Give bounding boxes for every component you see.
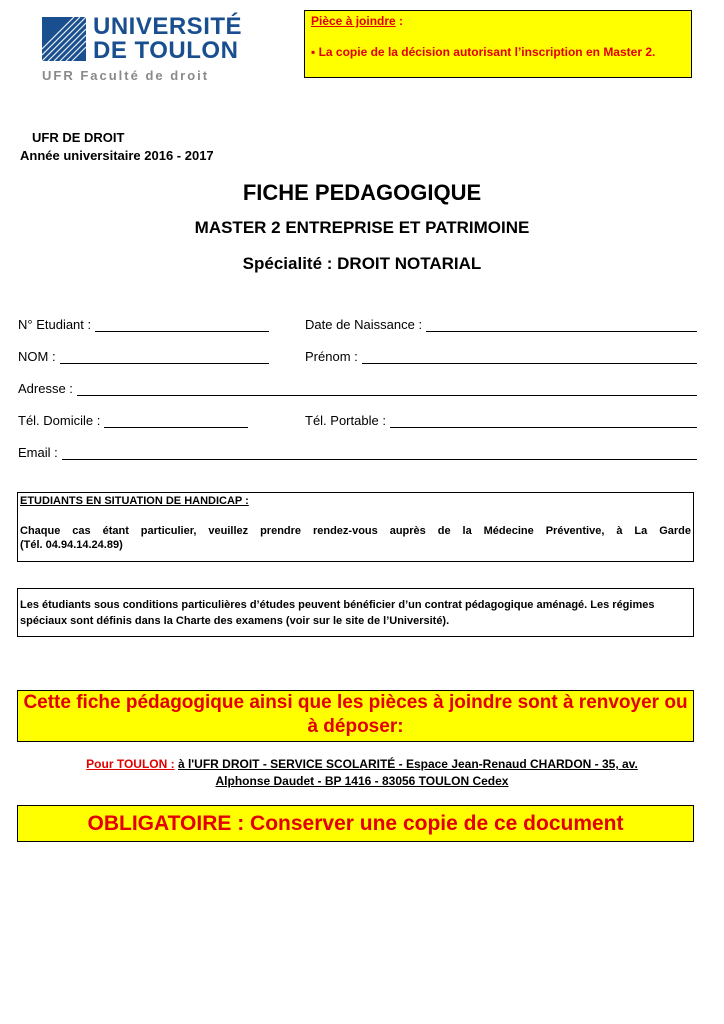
piece-item: ▪ La copie de la décision autorisant l’inscription en Master 2. [311,45,656,59]
tel-portable-line[interactable] [390,415,697,428]
email-label: Email : [18,445,58,460]
ufr-heading: UFR DE DROIT [32,130,125,145]
nom-line[interactable] [60,351,269,364]
piece-a-joindre-box [304,10,692,78]
email-field[interactable] [18,445,697,460]
handicap-box [17,492,694,562]
piece-title-suffix: : [395,14,404,28]
master-title: MASTER 2 ENTREPRISE ET PATRIMOINE [194,218,530,237]
prenom-line[interactable] [362,351,697,364]
conditions-text: Les étudiants sous conditions particulières d’études peuvent bénéficier d’un contrat pédagogique aménagé. Les régimes spéciaux sont définis dans la Charte des examens (voir sur le site de l’Université). [20,599,655,627]
student-number-line[interactable] [95,319,269,332]
piece-title [311,14,403,28]
tel-portable-label: Tél. Portable : [305,413,386,428]
student-number-field[interactable] [18,317,269,332]
tel-portable-field[interactable] [305,413,697,428]
piece-title-label: Pièce à joindre [311,14,396,28]
logo-subtitle: UFR Faculté de droit [42,68,210,83]
obligatoire-box [17,805,694,842]
return-notice-box [17,690,694,742]
address-line-1 [0,757,724,771]
return-notice-text: Cette fiche pédagogique ainsi que les pièces à joindre sont à renvoyer ou à déposer: [23,692,688,737]
adresse-label: Adresse : [18,381,73,396]
address-text-2: Alphonse Daudet - BP 1416 - 83056 TOULON Cedex [215,774,509,788]
speciality-title: Spécialité : DROIT NOTARIAL [242,254,482,273]
adresse-line[interactable] [77,383,697,396]
email-line[interactable] [62,447,697,460]
handicap-phone: (Tél. 04.94.14.24.89) [20,539,123,551]
student-number-label: N° Etudiant : [18,317,92,332]
conditions-box [17,588,694,637]
prenom-label: Prénom : [305,349,358,364]
address-label: Pour TOULON : [86,757,175,771]
birth-date-line[interactable] [426,319,697,332]
handicap-header: ETUDIANTS EN SITUATION DE HANDICAP : [20,495,249,507]
logo-line-2: DE TOULON [93,37,239,64]
handicap-text: Chaque cas étant particulier, veuillez prendre rendez-vous auprès de la Médecine Préventive, à La Garde [20,525,691,537]
tel-domicile-field[interactable] [18,413,248,428]
adresse-field[interactable] [18,381,697,396]
university-logo-icon [42,17,86,61]
tel-domicile-label: Tél. Domicile : [18,413,101,428]
nom-field[interactable] [18,349,269,364]
obligatoire-text: OBLIGATOIRE : Conserver une copie de ce document [87,812,624,835]
tel-domicile-line[interactable] [104,415,248,428]
prenom-field[interactable] [305,349,697,364]
page-title: FICHE PEDAGOGIQUE [242,180,482,205]
birth-date-label: Date de Naissance : [305,317,423,332]
address-line-2 [0,774,724,788]
address-text-1: à l'UFR DROIT - SERVICE SCOLARITÉ - Espace Jean-Renaud CHARDON - 35, av. [177,757,638,771]
academic-year: Année universitaire 2016 - 2017 [20,148,214,163]
nom-label: NOM : [18,349,56,364]
birth-date-field[interactable] [305,317,697,332]
logo-line-1: UNIVERSITÉ [93,13,243,40]
